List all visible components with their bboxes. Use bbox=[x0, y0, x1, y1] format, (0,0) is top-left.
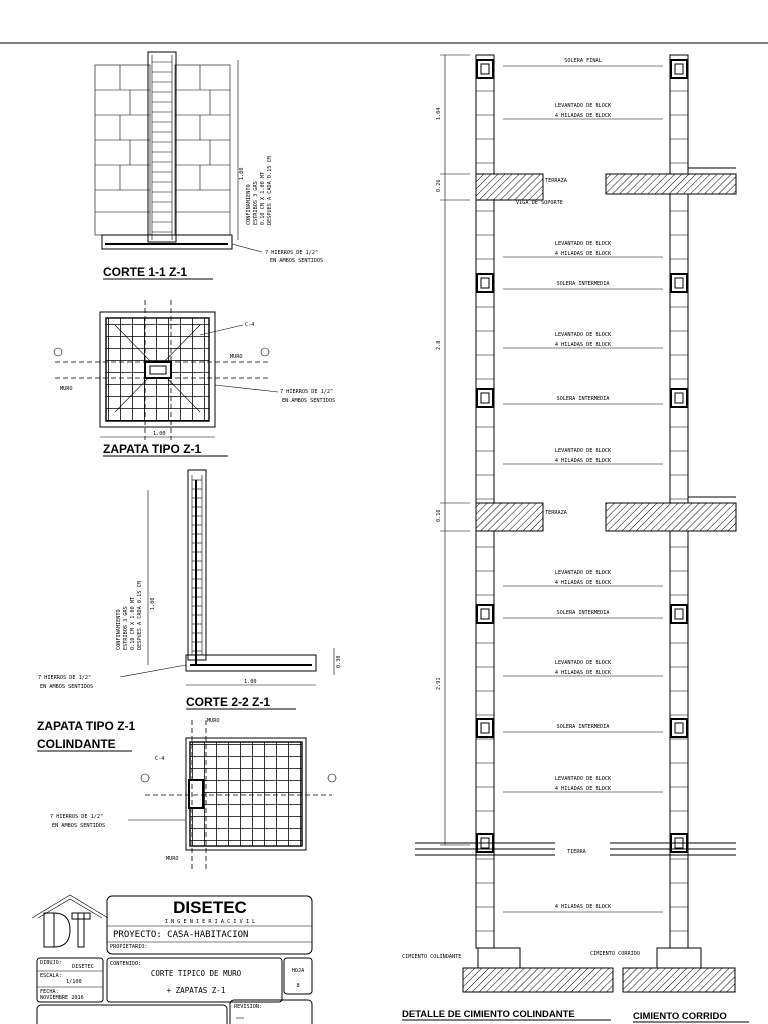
contenido-line-2: + ZAPATAS Z-1 bbox=[166, 986, 226, 995]
cimiento-corrido-label: CIMIENTO CORRIDO bbox=[590, 951, 640, 957]
confinamiento-note-3: 0.10 CM X 1.00 MT bbox=[260, 171, 266, 225]
wall-note-label: 4 HILADAS DE BLOCK bbox=[554, 670, 612, 676]
muro-label: MURO bbox=[166, 856, 179, 862]
revision-label: REVISION: bbox=[234, 1004, 263, 1010]
disetec-logo bbox=[32, 895, 108, 947]
hierros-note-2: EN AMBOS SENTIDOS bbox=[270, 258, 324, 264]
wall-note-label: 4 HILADAS DE BLOCK bbox=[554, 580, 612, 586]
confinamiento-note-1: CONFINAMIENTO bbox=[246, 184, 252, 225]
confinamiento-note-2: ESTRIBOS 3 GRS bbox=[123, 606, 129, 650]
hierros-note-2: EN AMBOS SENTIDOS bbox=[282, 398, 336, 404]
hoja-value: 8 bbox=[296, 983, 300, 989]
dim-label: 0.30 bbox=[336, 655, 342, 668]
detalle-colindante-title: DETALLE DE CIMIENTO COLINDANTE bbox=[402, 1009, 575, 1020]
dim-label: 2.91 bbox=[436, 677, 442, 690]
confinamiento-note-1: CONFINAMIENTO bbox=[116, 609, 122, 650]
wall-note-label: 4 HILADAS DE BLOCK bbox=[554, 458, 612, 464]
terraza-label: TERRAZA bbox=[545, 510, 567, 516]
muro-label: MURO bbox=[60, 386, 73, 392]
fecha-label: FECHA: bbox=[40, 989, 59, 995]
wall-note-label: LEVANTADO DE BLOCK bbox=[554, 103, 612, 109]
dim-label: 0.26 bbox=[436, 179, 442, 192]
cimiento-colindante-label: CIMIENTO COLINDANTE bbox=[402, 954, 462, 960]
wall-note-label: SOLERA INTERMEDIA bbox=[556, 610, 610, 616]
corte-1-1-title: CORTE 1-1 Z-1 bbox=[103, 265, 188, 279]
dim-label: 1.00 bbox=[244, 679, 257, 685]
wall-note-label: LEVANTADO DE BLOCK bbox=[554, 570, 612, 576]
wall-note-label: SOLERA INTERMEDIA bbox=[556, 396, 610, 402]
contenido-label: CONTENIDO: bbox=[110, 961, 142, 967]
corte-2-2-title: CORTE 2-2 Z-1 bbox=[186, 695, 271, 709]
wall-note-label: LEVANTADO DE BLOCK bbox=[554, 448, 612, 454]
dim-label: 1.04 bbox=[436, 107, 442, 120]
zapata-z1-colindante-plan bbox=[37, 718, 336, 870]
propietario-label: PROPIETARIO: bbox=[110, 944, 148, 950]
dibujo-label: DIBUJO: bbox=[40, 960, 62, 966]
dim-label: 1.00 bbox=[150, 597, 156, 610]
dim-label: 2.8 bbox=[436, 340, 442, 350]
c4-label: C-4 bbox=[245, 322, 255, 328]
dim-label: 1.00 bbox=[239, 167, 245, 180]
dim-label: 0.16 bbox=[436, 509, 442, 522]
zapata-colindante-title-2: COLINDANTE bbox=[37, 737, 116, 751]
wall-note-label: LEVANTADO DE BLOCK bbox=[554, 660, 612, 666]
confinamiento-note-4: DESPUES A CADA 0.15 CM bbox=[267, 156, 273, 225]
tierra-label: TIERRA bbox=[567, 849, 586, 855]
corte-2-2-drawing bbox=[38, 470, 342, 709]
wall-note-label: LEVANTADO DE BLOCK bbox=[554, 776, 612, 782]
wall-note-label: SOLERA INTERMEDIA bbox=[556, 281, 610, 287]
hierros-note: 7 HIERROS DE 1/2" bbox=[50, 814, 104, 820]
wall-note-label: SOLERA INTERMEDIA bbox=[556, 724, 610, 730]
confinamiento-note-2: ESTRIBOS 3 GRS bbox=[253, 181, 259, 225]
muro-label: MURO bbox=[207, 718, 220, 724]
wall-note-label: LEVANTADO DE BLOCK bbox=[554, 332, 612, 338]
project-name: PROYECTO: CASA-HABITACION bbox=[113, 930, 249, 940]
contenido-line-1: CORTE TIPICO DE MURO bbox=[150, 969, 242, 978]
confinamiento-note-4: DESPUES A CADA 0.15 CM bbox=[137, 581, 143, 650]
muro-label: MURO bbox=[230, 354, 243, 360]
zapata-colindante-title-1: ZAPATA TIPO Z-1 bbox=[37, 719, 136, 733]
hierros-note-2: EN AMBOS SENTIDOS bbox=[40, 684, 94, 690]
wall-note-label: 4 HILADAS DE BLOCK bbox=[554, 342, 612, 348]
dim-label: 1.00 bbox=[153, 431, 166, 437]
c4-label: C-4 bbox=[155, 756, 165, 762]
zapata-z1-title: ZAPATA TIPO Z-1 bbox=[103, 442, 202, 456]
hierros-note: 7 HIERROS DE 1/2" bbox=[38, 675, 92, 681]
wall-note-label: 4 HILADAS DE BLOCK bbox=[554, 251, 612, 257]
hierros-note: 7 HIERROS DE 1/2" bbox=[265, 250, 319, 256]
fecha-value: NOVIEMBRE 2016 bbox=[40, 995, 84, 1001]
escala-label: ESCALA: bbox=[40, 973, 62, 979]
wall-note-label: SOLERA FINAL bbox=[564, 58, 602, 64]
terraza-label: TERRAZA bbox=[545, 178, 567, 184]
wall-note-label: 4 HILADAS DE BLOCK bbox=[554, 786, 612, 792]
wall-section-detail bbox=[402, 55, 749, 1022]
title-block bbox=[32, 895, 312, 1024]
confinamiento-note-3: 0.10 CM X 1.00 MT bbox=[130, 596, 136, 650]
hierros-note: 7 HIERROS DE 1/2" bbox=[280, 389, 334, 395]
dibujo-value: DISETEC bbox=[72, 964, 94, 970]
hierros-note-2: EN AMBOS SENTIDOS bbox=[52, 823, 106, 829]
cimiento-corrido-title: CIMIENTO CORRIDO bbox=[633, 1011, 727, 1022]
wall-note-label: LEVANTADO DE BLOCK bbox=[554, 241, 612, 247]
escala-value: 1/100 bbox=[66, 979, 82, 985]
wall-note-label: 4 HILADAS DE BLOCK bbox=[554, 113, 612, 119]
company-name: DISETEC bbox=[173, 898, 247, 917]
hoja-label: HOJA bbox=[291, 968, 305, 974]
zapata-z1-plan bbox=[54, 300, 335, 456]
corte-1-1-drawing bbox=[95, 52, 323, 279]
wall-note-label: 4 HILADAS DE BLOCK bbox=[554, 904, 612, 910]
viga-soporte-label: VIGA DE SOPORTE bbox=[516, 200, 563, 206]
company-subtitle: I N G E N I E R I A C I V I L bbox=[164, 919, 256, 925]
